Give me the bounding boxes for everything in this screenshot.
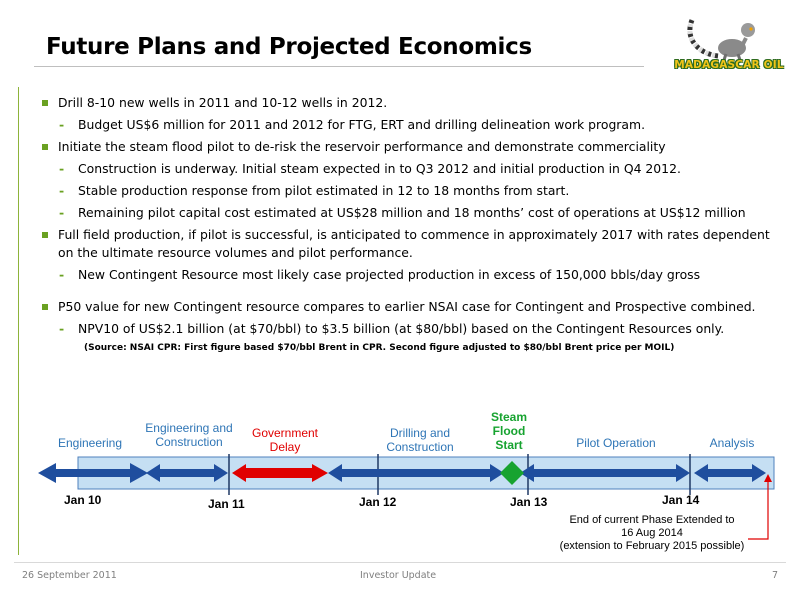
sub-bullet-item: [42, 204, 782, 222]
bullet-item: [42, 298, 782, 316]
source-note: (Source: NSAI CPR: First figure based $70/bbl Brent in CPR. Second figure adjusted to $80/bbl Brent price per MOIL): [84, 343, 675, 353]
sub-bullet-item: [42, 160, 782, 178]
phase-label-steam-flood-start: Steam Flood Start: [490, 410, 528, 452]
bullet-square-icon: [42, 232, 48, 238]
company-logo: [670, 10, 788, 72]
logo-wordmark: MADAGASCAR OIL: [674, 59, 784, 71]
footer-divider: [14, 562, 786, 563]
sub-bullet-text: New Contingent Resource most likely case projected production in excess of 150,000 bbls/day gross: [78, 267, 701, 282]
bullet-square-icon: [42, 304, 48, 310]
bullet-item: [42, 226, 782, 262]
dash-icon: -: [59, 183, 65, 198]
phase-label-engineering-construction: Engineering and Construction: [145, 421, 233, 449]
bullet-list: [42, 94, 782, 354]
sub-bullet-text: Budget US$6 million for 2011 and 2012 for FTG, ERT and drilling delineation work program.: [78, 117, 646, 132]
footer-date: 26 September 2011: [22, 570, 117, 581]
sub-bullet-item: [42, 320, 782, 338]
dash-icon: -: [59, 321, 65, 336]
bullet-text: Full field production, if pilot is successful, is anticipated to commence in approximately 2017 with rates dependent on the ultimate resource volumes and pilot performance.: [58, 227, 770, 260]
project-timeline: [0, 400, 800, 570]
bullet-text: Initiate the steam flood pilot to de-risk the reservoir performance and demonstrate commerciality: [58, 139, 666, 154]
phase-label-analysis: Analysis: [709, 436, 755, 450]
date-jan12: Jan 12: [359, 495, 397, 509]
phase-label-pilot-operation: Pilot Operation: [576, 436, 656, 450]
sub-bullet-text: NPV10 of US$2.1 billion (at $70/bbl) to $3.5 billion (at $80/bbl) based on the Contingent Resources only.: [78, 321, 725, 336]
bullet-item: [42, 94, 782, 112]
phase-label-government-delay: Government Delay: [251, 426, 319, 454]
sub-bullet-item: [42, 116, 782, 134]
sub-bullet-item: [42, 266, 782, 284]
extension-note: End of current Phase Extended to 16 Aug 2014 (extension to February 2015 possible): [559, 514, 745, 552]
date-jan11: Jan 11: [208, 497, 245, 511]
sub-bullet-text: Stable production response from pilot estimated in 12 to 18 months from start.: [78, 183, 570, 198]
footer-title: Investor Update: [360, 570, 437, 581]
bullet-square-icon: [42, 144, 48, 150]
dash-icon: -: [59, 117, 65, 132]
bullet-text: P50 value for new Contingent resource compares to earlier NSAI case for Contingent and Prospective combined.: [58, 299, 756, 314]
date-jan14: Jan 14: [662, 493, 700, 507]
sub-bullet-item: [42, 182, 782, 200]
bullet-text: Drill 8-10 new wells in 2011 and 10-12 wells in 2012.: [58, 95, 388, 110]
page-title: Future Plans and Projected Economics: [46, 34, 532, 60]
dash-icon: -: [59, 161, 65, 176]
date-jan13: Jan 13: [510, 495, 548, 509]
bullet-item: [42, 138, 782, 156]
sub-bullet-text: Remaining pilot capital cost estimated at US$28 million and 18 months’ cost of operations at US$12 million: [78, 205, 746, 220]
phase-label-drilling-construction: Drilling and Construction: [386, 426, 454, 454]
dash-icon: -: [59, 205, 65, 220]
dash-icon: -: [59, 267, 65, 282]
lemur-icon: [670, 10, 788, 62]
page-number: 7: [772, 570, 779, 581]
title-divider: [34, 66, 644, 67]
bullet-square-icon: [42, 100, 48, 106]
sub-bullet-text: Construction is underway. Initial steam expected in to Q3 2012 and initial production in Q4 2012.: [78, 161, 681, 176]
phase-label-engineering: Engineering: [57, 436, 123, 450]
date-jan10: Jan 10: [64, 493, 102, 507]
